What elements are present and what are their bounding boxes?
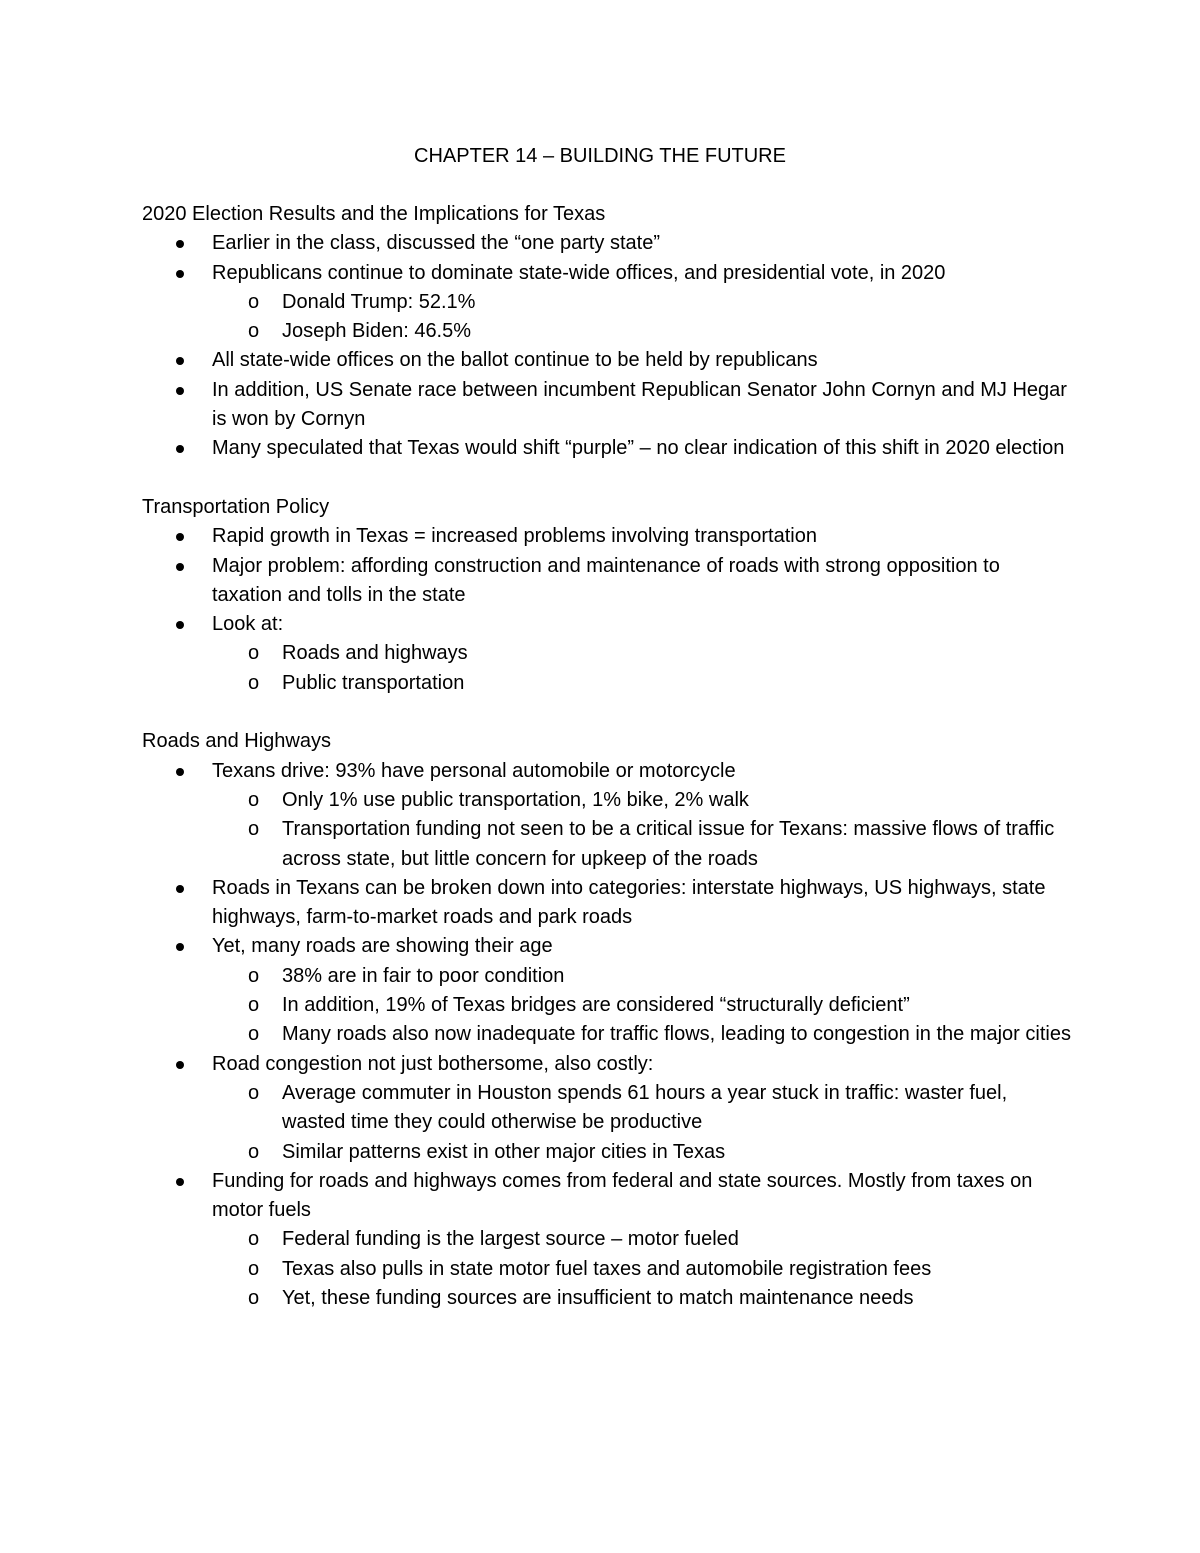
circle-bullet-icon: o (248, 788, 260, 811)
bullet-dot-icon (176, 270, 184, 278)
bullet-dot-icon (176, 1178, 184, 1186)
bullet-item (142, 259, 1072, 288)
sub-bullet-text: Texas also pulls in state motor fuel taxes and automobile registration fees (282, 1257, 932, 1280)
circle-bullet-icon: o (248, 994, 260, 1017)
bullet-dot-icon (176, 240, 184, 248)
bullet-item (142, 376, 1072, 435)
bullet-item (142, 522, 1072, 551)
sub-bullet-item (142, 815, 1072, 874)
bullet-text: Major problem: affording construction and maintenance of roads with strong opposition to taxation and tolls in the state (212, 554, 1000, 606)
document-body (142, 200, 1072, 1343)
sub-bullet-text: Yet, these funding sources are insufficient to match maintenance needs (282, 1286, 914, 1309)
sub-bullet-item (142, 288, 1072, 317)
sub-bullet-text: Transportation funding not seen to be a critical issue for Texans: massive flows of traffic across state, but little concern for upkeep of the roads (282, 818, 1055, 870)
sub-bullet-item (142, 669, 1072, 698)
bullet-dot-icon (176, 445, 184, 453)
bullet-text: In addition, US Senate race between incumbent Republican Senator John Cornyn and MJ Hegar is won by Cornyn (212, 378, 1067, 431)
sub-bullet-text: Federal funding is the largest source – motor fueled (282, 1228, 739, 1251)
sub-bullet-text: 38% are in fair to poor condition (282, 964, 565, 987)
section-heading: Transportation Policy (142, 495, 330, 518)
page-title: CHAPTER 14 – BUILDING THE FUTURE (414, 145, 786, 167)
bullet-text: Look at: (212, 613, 284, 636)
bullet-list (142, 229, 1072, 463)
sub-bullet-text: Average commuter in Houston spends 61 hours a year stuck in traffic: waster fuel, wasted time they could otherwise be productive (282, 1081, 1008, 1134)
bullet-item (142, 346, 1072, 375)
sub-bullet-text: Public transportation (282, 671, 465, 694)
sub-bullet-item (142, 1284, 1072, 1313)
bullet-text: Many speculated that Texas would shift “purple” – no clear indication of this shift in 2020 election (212, 437, 1065, 460)
bullet-dot-icon (176, 621, 184, 629)
sub-bullet-text: Many roads also now inadequate for traffic flows, leading to congestion in the major cities (282, 1023, 1071, 1046)
bullet-item (142, 757, 1072, 786)
section-heading: 2020 Election Results and the Implications for Texas (142, 203, 606, 225)
circle-bullet-icon: o (248, 1140, 260, 1163)
bullet-text: Rapid growth in Texas = increased problems involving transportation (212, 525, 817, 548)
bullet-dot-icon (176, 1061, 184, 1069)
sub-bullet-text: Donald Trump: 52.1% (282, 290, 476, 313)
bullet-text: Road congestion not just bothersome, also costly: (212, 1052, 654, 1075)
bullet-text: Roads in Texans can be broken down into categories: interstate highways, US highways, state highways, farm-to-market roads and park roads (212, 876, 1046, 929)
circle-bullet-icon: o (248, 964, 260, 987)
bullet-dot-icon (176, 768, 184, 776)
bullet-dot-icon (176, 885, 184, 893)
sub-bullet-text: Only 1% use public transportation, 1% bike, 2% walk (282, 788, 749, 811)
bullet-item (142, 874, 1072, 933)
bullet-list (142, 757, 1072, 1314)
circle-bullet-icon: o (248, 320, 260, 343)
sub-bullet-item (142, 1225, 1072, 1254)
sub-bullet-item (142, 1255, 1072, 1284)
sub-bullet-item (142, 962, 1072, 991)
bullet-dot-icon (176, 533, 184, 541)
section (142, 200, 1072, 464)
bullet-item (142, 552, 1072, 611)
circle-bullet-icon: o (248, 1228, 260, 1251)
section (142, 493, 1072, 698)
bullet-item (142, 229, 1072, 258)
bullet-item (142, 932, 1072, 961)
bullet-list (142, 522, 1072, 698)
section (142, 727, 1072, 1313)
sub-bullet-item (142, 786, 1072, 815)
sub-bullet-item (142, 1020, 1072, 1049)
section-heading: Roads and Highways (142, 730, 331, 753)
sub-bullet-item (142, 991, 1072, 1020)
sub-bullet-text: Joseph Biden: 46.5% (282, 320, 472, 343)
circle-bullet-icon: o (248, 1286, 260, 1309)
sub-bullet-text: Similar patterns exist in other major cities in Texas (282, 1140, 726, 1163)
sub-bullet-text: Roads and highways (282, 642, 468, 665)
sub-bullet-item (142, 1079, 1072, 1138)
circle-bullet-icon: o (248, 818, 260, 841)
bullet-text: All state-wide offices on the ballot continue to be held by republicans (212, 349, 818, 372)
circle-bullet-icon: o (248, 671, 260, 694)
bullet-item (142, 1050, 1072, 1079)
bullet-item (142, 1167, 1072, 1226)
bullet-dot-icon (176, 563, 184, 571)
bullet-text: Republicans continue to dominate state-wide offices, and presidential vote, in 2020 (212, 261, 946, 284)
bullet-dot-icon (176, 387, 184, 395)
sub-bullet-item (142, 317, 1072, 346)
sub-bullet-text: In addition, 19% of Texas bridges are considered “structurally deficient” (282, 994, 910, 1017)
sub-bullet-item (142, 1138, 1072, 1167)
bullet-text: Funding for roads and highways comes from federal and state sources. Mostly from taxes on motor fuels (212, 1169, 1033, 1222)
bullet-item (142, 434, 1072, 463)
circle-bullet-icon: o (248, 1257, 260, 1280)
circle-bullet-icon: o (248, 290, 260, 313)
circle-bullet-icon: o (248, 1081, 260, 1104)
bullet-text: Yet, many roads are showing their age (212, 935, 553, 958)
bullet-dot-icon (176, 943, 184, 951)
sub-bullet-item (142, 639, 1072, 668)
bullet-item (142, 610, 1072, 639)
circle-bullet-icon: o (248, 642, 260, 665)
bullet-text: Earlier in the class, discussed the “one party state” (212, 232, 660, 255)
bullet-text: Texans drive: 93% have personal automobile or motorcycle (212, 759, 736, 782)
bullet-dot-icon (176, 357, 184, 365)
circle-bullet-icon: o (248, 1023, 260, 1046)
